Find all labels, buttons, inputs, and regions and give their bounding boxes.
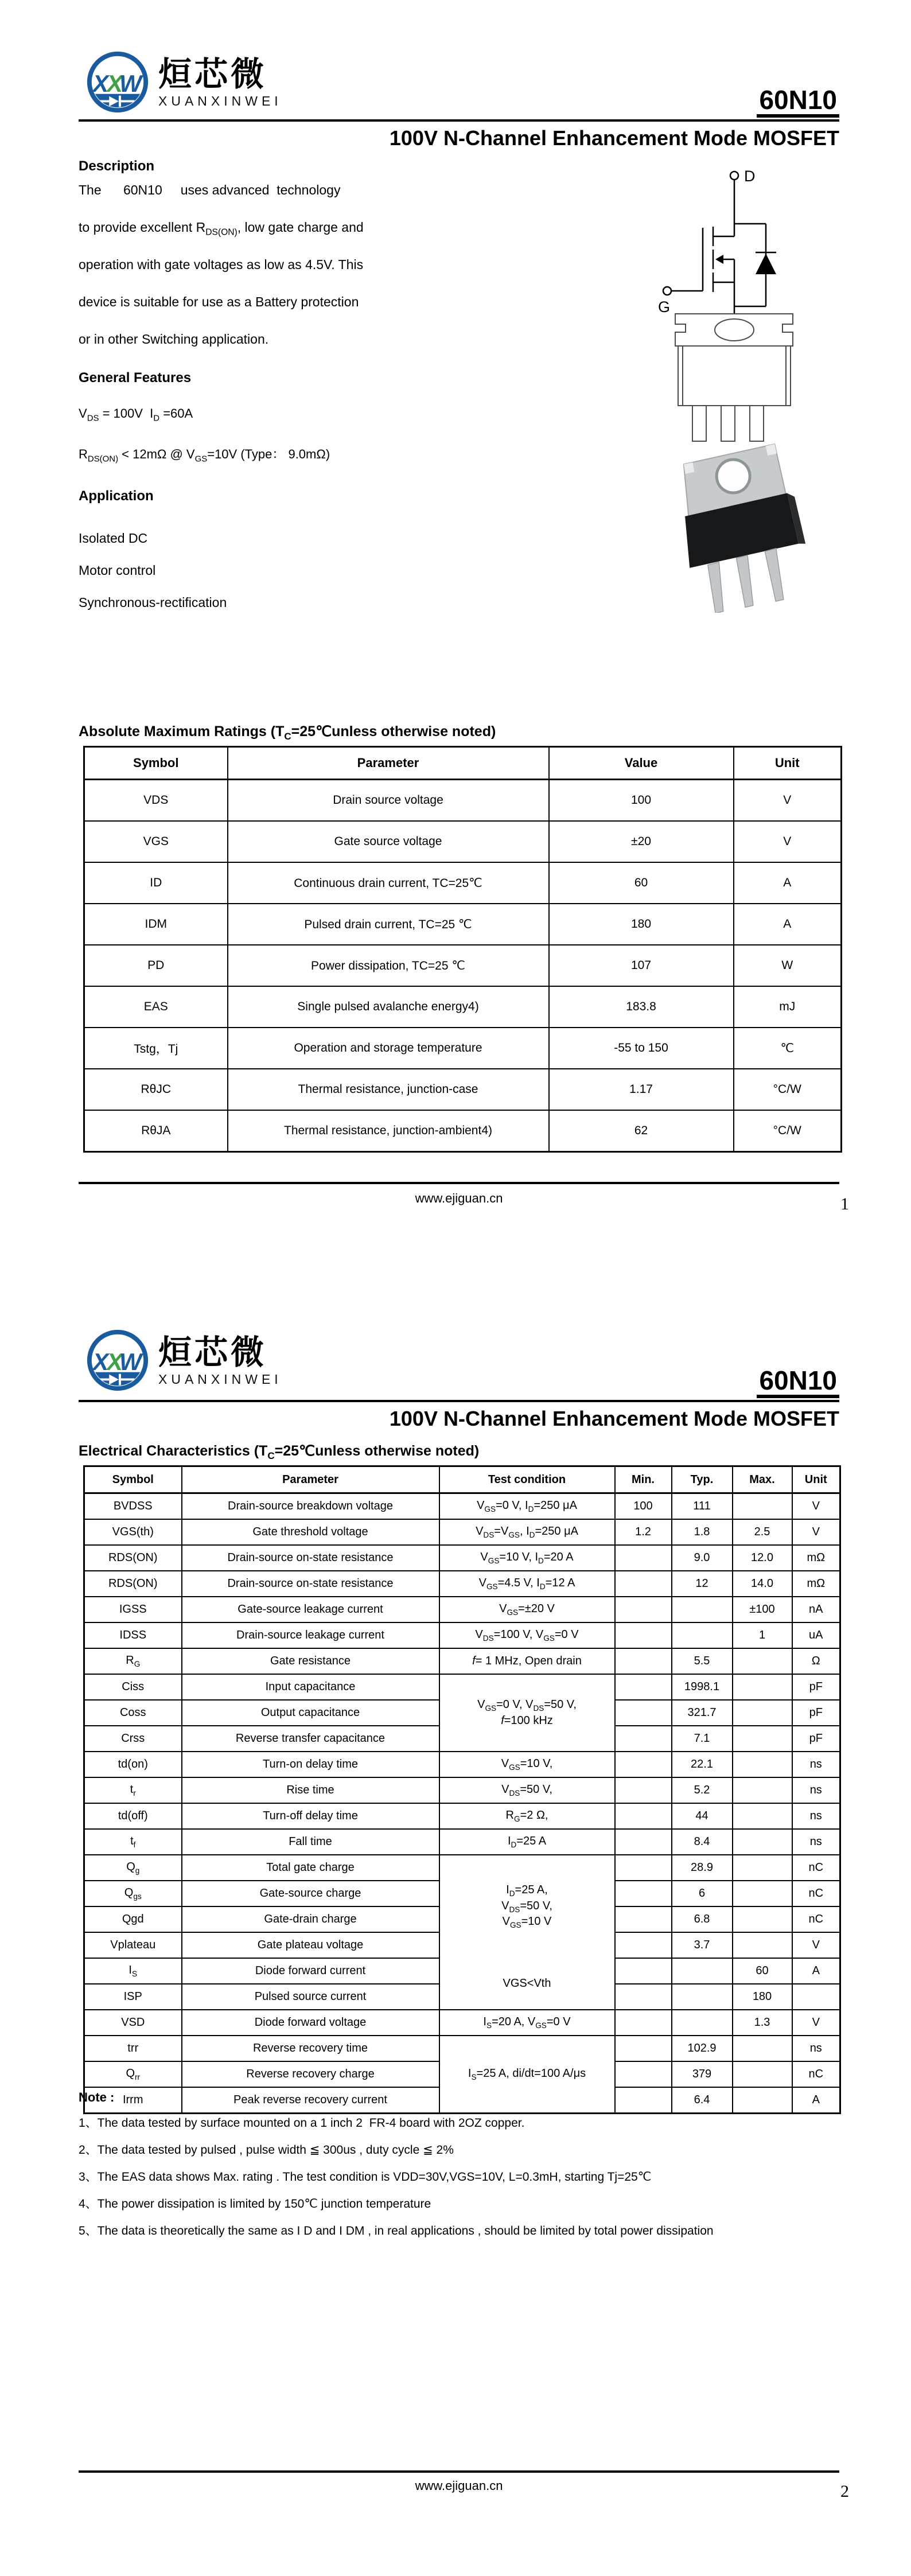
table-cell xyxy=(615,1958,672,1984)
table-cell: VGS(th) xyxy=(84,1519,182,1545)
table-cell: 3.7 xyxy=(672,1932,733,1958)
table-cell: $Q_{rr}$ xyxy=(84,2061,182,2087)
table-cell xyxy=(733,2036,792,2061)
column-header: Parameter xyxy=(228,747,549,780)
description-line: to provide excellent $R_{DS(ON)}$, low gate charge and xyxy=(79,220,364,238)
table-cell: $V_{GS}=10$ V, xyxy=(439,1752,615,1777)
table-cell xyxy=(733,2061,792,2087)
drain-label: D xyxy=(744,168,756,185)
table-cell: ns xyxy=(792,1829,840,1855)
table-row xyxy=(84,1829,840,1855)
table-cell: 60 xyxy=(549,862,734,904)
table-cell: Ciss xyxy=(84,1674,182,1700)
table-row xyxy=(84,862,842,904)
column-header: Unit xyxy=(792,1466,840,1493)
table-cell: 14.0 xyxy=(733,1571,792,1597)
table-row xyxy=(84,2010,840,2036)
table-cell: Crss xyxy=(84,1726,182,1752)
note-item: 2、The data tested by pulsed , pulse width ≦ 300us , duty cycle ≦ 2% xyxy=(79,2143,454,2157)
description-line: device is suitable for use as a Battery protection xyxy=(79,294,359,309)
table-cell: 1998.1 xyxy=(672,1674,733,1700)
table-cell: Drain-source leakage current xyxy=(182,1622,439,1648)
monogram-letter: X xyxy=(107,1348,123,1375)
table-cell: ns xyxy=(792,1752,840,1777)
table-cell: Irrm xyxy=(84,2087,182,2114)
table-cell xyxy=(615,2010,672,2036)
note-item: 3、The EAS data shows Max. rating . The test condition is VDD=30V,VGS=10V, L=0.3mH, starting Tj=25℃ xyxy=(79,2170,652,2184)
table-cell xyxy=(615,1726,672,1752)
table-row xyxy=(84,1752,840,1777)
table-cell: Operation and storage temperature xyxy=(228,1028,549,1069)
table-cell: Gate-source leakage current xyxy=(182,1597,439,1622)
table-cell: Power dissipation, TC=25 ℃ xyxy=(228,945,549,986)
table-cell: $I_D=25$ A, $V_{DS}=50$ V, $V_{GS}=10$ V xyxy=(439,1855,615,1958)
table-cell: 28.9 xyxy=(672,1855,733,1881)
table-cell xyxy=(672,1958,733,1984)
brand-logo xyxy=(84,49,282,117)
table-cell: 9.0 xyxy=(672,1545,733,1571)
table-cell xyxy=(615,1622,672,1648)
table-cell xyxy=(733,1493,792,1520)
note-heading: Note : xyxy=(79,2090,115,2104)
table-cell xyxy=(615,1752,672,1777)
table-cell: uA xyxy=(792,1622,840,1648)
part-number: 60N10 xyxy=(757,1367,839,1398)
table-cell: $I_S=20$ A, $V_{GS}=0$ V xyxy=(439,2010,615,2036)
table-cell: nC xyxy=(792,1906,840,1932)
header-rule xyxy=(79,1400,839,1402)
table-cell: Thermal resistance, junction-case xyxy=(228,1069,549,1110)
table-cell: 44 xyxy=(672,1803,733,1829)
table-row xyxy=(84,1028,842,1069)
table-cell: $V_{GS}=4.5$ V, $I_D=12$ A xyxy=(439,1571,615,1597)
table-cell: Drain-source breakdown voltage xyxy=(182,1493,439,1520)
table-cell: BVDSS xyxy=(84,1493,182,1520)
table-cell: 1 xyxy=(733,1622,792,1648)
gate-label: G xyxy=(658,298,671,316)
table-cell: V xyxy=(792,2010,840,2036)
table-row xyxy=(84,1855,840,1881)
table-cell: Drain source voltage xyxy=(228,780,549,822)
table-cell: A xyxy=(734,904,842,945)
application-item: Motor control xyxy=(79,563,156,578)
table-cell: Gate-source charge xyxy=(182,1881,439,1906)
table-cell xyxy=(615,1545,672,1571)
table-cell: $V_{GS}=0$ V, $I_D=250$ μA xyxy=(439,1493,615,1520)
table-cell: $V_{DS}=V_{GS}$, $I_D=250$ μA xyxy=(439,1519,615,1545)
table-cell: VGS<Vth xyxy=(439,1958,615,2010)
feature-line: $R_{DS(ON)} < 12m\Omega$ @ $V_{GS}=10V$ (Type： 9.0mΩ) xyxy=(79,447,330,464)
table-cell: nC xyxy=(792,1855,840,1881)
abs-max-heading: Absolute Maximum Ratings ($T_C=25℃unless$ otherwise noted) xyxy=(79,723,496,742)
table-cell: $V_{GS}=10$ V, $I_D=20$ A xyxy=(439,1545,615,1571)
table-cell xyxy=(733,1906,792,1932)
table-cell: PD xyxy=(84,945,228,986)
table-cell: pF xyxy=(792,1674,840,1700)
table-cell: 12 xyxy=(672,1571,733,1597)
table-cell xyxy=(615,1700,672,1726)
table-cell: V xyxy=(792,1519,840,1545)
table-row xyxy=(84,1777,840,1803)
absolute-maximum-ratings-table xyxy=(83,746,842,1153)
table-cell xyxy=(733,1700,792,1726)
column-header: Parameter xyxy=(182,1466,439,1493)
table-cell xyxy=(672,1984,733,2010)
electrical-characteristics-table xyxy=(83,1465,841,2114)
table-cell: 180 xyxy=(549,904,734,945)
table-cell: trr xyxy=(84,2036,182,2061)
table-cell: $t_r$ xyxy=(84,1777,182,1803)
table-cell: IGSS xyxy=(84,1597,182,1622)
package-photo-icon xyxy=(654,441,820,613)
footer-url: www.ejiguan.cn xyxy=(415,2478,503,2493)
description-heading: Description xyxy=(79,158,155,174)
table-cell: 1.8 xyxy=(672,1519,733,1545)
table-cell xyxy=(733,1726,792,1752)
page-title: 100V N-Channel Enhancement Mode MOSFET xyxy=(389,1407,839,1430)
table-cell: Input capacitance xyxy=(182,1674,439,1700)
header-row xyxy=(84,747,842,780)
table-row xyxy=(84,1519,840,1545)
table-cell: Thermal resistance, junction-ambient4) xyxy=(228,1110,549,1152)
table-cell xyxy=(733,1855,792,1881)
table-cell: Turn-on delay time xyxy=(182,1752,439,1777)
application-item: Synchronous-rectification xyxy=(79,595,227,610)
table-cell: 12.0 xyxy=(733,1545,792,1571)
table-cell: Fall time xyxy=(182,1829,439,1855)
page-number: 2 xyxy=(840,2482,849,2501)
table-cell: Vplateau xyxy=(84,1932,182,1958)
package-outline-icon xyxy=(669,312,799,443)
table-cell xyxy=(615,2036,672,2061)
table-cell: Single pulsed avalanche energy4) xyxy=(228,986,549,1028)
table-cell xyxy=(615,1984,672,2010)
brand-logo xyxy=(84,1328,282,1395)
table-cell: °C/W xyxy=(734,1110,842,1152)
table-cell: nA xyxy=(792,1597,840,1622)
table-cell xyxy=(615,1571,672,1597)
monogram-letter: X xyxy=(107,70,123,97)
table-cell xyxy=(615,1855,672,1881)
column-header: Test condition xyxy=(439,1466,615,1493)
table-cell: 183.8 xyxy=(549,986,734,1028)
table-cell: Total gate charge xyxy=(182,1855,439,1881)
table-cell: EAS xyxy=(84,986,228,1028)
column-header: Symbol xyxy=(84,747,228,780)
table-cell: Peak reverse recovery current xyxy=(182,2087,439,2114)
table-cell: ISP xyxy=(84,1984,182,2010)
table-row xyxy=(84,2036,840,2061)
elec-characteristics-heading: Electrical Characteristics ($T_C=25℃unless$ otherwise noted) xyxy=(79,1443,480,1461)
brand-name-en: XUANXINWEI xyxy=(158,93,282,108)
table-cell: Pulsed drain current, TC=25 ℃ xyxy=(228,904,549,945)
table-cell: RDS(ON) xyxy=(84,1545,182,1571)
table-cell: 60 xyxy=(733,1958,792,1984)
monogram-letter: X xyxy=(92,70,109,97)
note-item: 1、The data tested by surface mounted on a 1 inch 2 FR-4 board with 2OZ copper. xyxy=(79,2116,525,2130)
table-cell: V xyxy=(734,780,842,822)
table-cell: $I_S=25$ A, di/dt=100 A/μs xyxy=(439,2036,615,2114)
table-cell: W xyxy=(734,945,842,986)
table-cell: 6 xyxy=(672,1881,733,1906)
part-number: 60N10 xyxy=(757,86,839,118)
column-header: Symbol xyxy=(84,1466,182,1493)
table-cell: -55 to 150 xyxy=(549,1028,734,1069)
page-title: 100V N-Channel Enhancement Mode MOSFET xyxy=(389,126,839,150)
monogram-letter: W xyxy=(119,1348,142,1375)
table-cell xyxy=(792,1984,840,2010)
table-cell: ns xyxy=(792,1803,840,1829)
table-cell: 2.5 xyxy=(733,1519,792,1545)
table-cell: V xyxy=(734,821,842,862)
table-row xyxy=(84,1622,840,1648)
table-cell: $R_G=2$ Ω, xyxy=(439,1803,615,1829)
table-cell: RθJC xyxy=(84,1069,228,1110)
table-cell: $I_D=25$ A xyxy=(439,1829,615,1855)
table-cell: Drain-source on-state resistance xyxy=(182,1571,439,1597)
column-header: Value xyxy=(549,747,734,780)
table-cell: $Q_{gs}$ xyxy=(84,1881,182,1906)
table-cell: 100 xyxy=(615,1493,672,1520)
table-cell: $R_G$ xyxy=(84,1648,182,1674)
table-cell: mΩ xyxy=(792,1545,840,1571)
table-cell: pF xyxy=(792,1700,840,1726)
table-cell: ID xyxy=(84,862,228,904)
table-cell: Diode forward current xyxy=(182,1958,439,1984)
table-cell: 1.2 xyxy=(615,1519,672,1545)
table-cell: 5.5 xyxy=(672,1648,733,1674)
table-cell: $V_{GS}=\pm 20$ V xyxy=(439,1597,615,1622)
page-number: 1 xyxy=(840,1194,849,1213)
table-cell xyxy=(733,1648,792,1674)
table-cell: mΩ xyxy=(792,1571,840,1597)
table-cell xyxy=(672,1597,733,1622)
column-header: Typ. xyxy=(672,1466,733,1493)
table-row xyxy=(84,945,842,986)
table-cell: 62 xyxy=(549,1110,734,1152)
feature-line: $V_{DS} = 100V$ $I_D =60A$ xyxy=(79,406,193,423)
table-cell: $t_f$ xyxy=(84,1829,182,1855)
table-cell xyxy=(615,1932,672,1958)
table-cell: A xyxy=(734,862,842,904)
table-cell: Gate plateau voltage xyxy=(182,1932,439,1958)
table-row xyxy=(84,821,842,862)
table-cell: VSD xyxy=(84,2010,182,2036)
table-cell: Reverse transfer capacitance xyxy=(182,1726,439,1752)
table-cell: 102.9 xyxy=(672,2036,733,2061)
table-cell: Rise time xyxy=(182,1777,439,1803)
table-cell: 107 xyxy=(549,945,734,986)
table-row xyxy=(84,780,842,822)
table-cell: ±100 xyxy=(733,1597,792,1622)
table-cell: 5.2 xyxy=(672,1777,733,1803)
table-cell: RDS(ON) xyxy=(84,1571,182,1597)
table-cell xyxy=(733,1777,792,1803)
table-cell xyxy=(733,1752,792,1777)
table-cell: A xyxy=(792,1958,840,1984)
monogram-letter: W xyxy=(119,70,142,97)
brand-logo-icon xyxy=(84,49,151,117)
table-cell: V xyxy=(792,1493,840,1520)
table-cell: Drain-source on-state resistance xyxy=(182,1545,439,1571)
table-cell xyxy=(733,1674,792,1700)
column-header: Min. xyxy=(615,1466,672,1493)
table-cell xyxy=(615,1829,672,1855)
table-cell: pF xyxy=(792,1726,840,1752)
brand-logo-icon xyxy=(84,1328,151,1395)
description-line: operation with gate voltages as low as 4.5V. This xyxy=(79,257,364,272)
description-line: The 60N10 uses advanced technology xyxy=(79,182,341,197)
application-item: Isolated DC xyxy=(79,531,148,546)
table-cell: 379 xyxy=(672,2061,733,2087)
table-cell: IDM xyxy=(84,904,228,945)
table-row xyxy=(84,1648,840,1674)
table-cell: 321.7 xyxy=(672,1700,733,1726)
table-cell: 6.8 xyxy=(672,1906,733,1932)
table-cell xyxy=(615,1597,672,1622)
table-row xyxy=(84,1571,840,1597)
table-cell: nC xyxy=(792,2061,840,2087)
table-cell xyxy=(615,1648,672,1674)
note-item: 4、The power dissipation is limited by 150℃ junction temperature xyxy=(79,2197,431,2211)
table-cell: td(on) xyxy=(84,1752,182,1777)
table-cell: Output capacitance xyxy=(182,1700,439,1726)
table-cell: 1.3 xyxy=(733,2010,792,2036)
table-cell: nC xyxy=(792,1881,840,1906)
table-row xyxy=(84,1958,840,1984)
table-cell: 8.4 xyxy=(672,1829,733,1855)
table-cell: 7.1 xyxy=(672,1726,733,1752)
table-cell: Tstg，Tj xyxy=(84,1028,228,1069)
table-cell: RθJA xyxy=(84,1110,228,1152)
table-cell xyxy=(615,1906,672,1932)
description-line: or in other Switching application. xyxy=(79,332,269,347)
table-cell: $V_{DS}=100$ V, $V_{GS}=0$ V xyxy=(439,1622,615,1648)
table-cell: Turn-off delay time xyxy=(182,1803,439,1829)
table-cell xyxy=(733,1881,792,1906)
table-cell: 1.17 xyxy=(549,1069,734,1110)
table-row xyxy=(84,1803,840,1829)
table-cell: 22.1 xyxy=(672,1752,733,1777)
table-cell: Pulsed source current xyxy=(182,1984,439,2010)
table-row xyxy=(84,1110,842,1152)
table-cell: 111 xyxy=(672,1493,733,1520)
table-cell: $V_{GS}=0$ V, $V_{DS}=50$ V, f=100 kHz xyxy=(439,1674,615,1752)
table-cell: ±20 xyxy=(549,821,734,862)
table-cell: td(off) xyxy=(84,1803,182,1829)
table-cell xyxy=(672,1622,733,1648)
note-item: 5、The data is theoretically the same as I D and I DM , in real applications , should be limited by total power dissipation xyxy=(79,2224,714,2238)
footer-rule xyxy=(79,1182,839,1184)
table-cell: ns xyxy=(792,2036,840,2061)
table-cell xyxy=(733,1932,792,1958)
table-cell: mJ xyxy=(734,986,842,1028)
table-row xyxy=(84,1674,840,1700)
table-cell xyxy=(615,2087,672,2114)
table-cell: VDS xyxy=(84,780,228,822)
table-cell: $I_S$ xyxy=(84,1958,182,1984)
application-heading: Application xyxy=(79,488,154,504)
table-cell xyxy=(615,1881,672,1906)
table-cell xyxy=(733,1829,792,1855)
table-cell: ns xyxy=(792,1777,840,1803)
table-cell: Reverse recovery charge xyxy=(182,2061,439,2087)
table-cell: Ω xyxy=(792,1648,840,1674)
table-cell: Gate-drain charge xyxy=(182,1906,439,1932)
column-header: Unit xyxy=(734,747,842,780)
column-header: Max. xyxy=(733,1466,792,1493)
table-cell: 6.4 xyxy=(672,2087,733,2114)
table-cell: °C/W xyxy=(734,1069,842,1110)
table-cell xyxy=(733,1803,792,1829)
table-cell: $V_{DS}=50$ V, xyxy=(439,1777,615,1803)
table-cell: 100 xyxy=(549,780,734,822)
brand-name-en: XUANXINWEI xyxy=(158,1371,282,1387)
table-cell: ℃ xyxy=(734,1028,842,1069)
table-cell xyxy=(672,2010,733,2036)
header-row xyxy=(84,1466,840,1493)
table-cell: VGS xyxy=(84,821,228,862)
table-cell xyxy=(615,1777,672,1803)
footer-rule xyxy=(79,2470,839,2473)
brand-name-zh: 烜芯微 xyxy=(158,56,267,94)
monogram-letter: X xyxy=(92,1348,109,1375)
brand-name-zh: 烜芯微 xyxy=(158,1334,267,1372)
table-cell xyxy=(733,2087,792,2114)
header-rule xyxy=(79,119,839,122)
table-cell: Qgd xyxy=(84,1906,182,1932)
table-cell: IDSS xyxy=(84,1622,182,1648)
table-row xyxy=(84,1597,840,1622)
footer-url: www.ejiguan.cn xyxy=(415,1191,503,1205)
table-row xyxy=(84,986,842,1028)
table-row xyxy=(84,1493,840,1520)
table-cell: Gate threshold voltage xyxy=(182,1519,439,1545)
table-row xyxy=(84,1545,840,1571)
table-cell xyxy=(615,1674,672,1700)
table-cell: Diode forward voltage xyxy=(182,2010,439,2036)
table-cell: Continuous drain current, TC=25℃ xyxy=(228,862,549,904)
table-cell: 180 xyxy=(733,1984,792,2010)
table-row xyxy=(84,1069,842,1110)
table-cell: V xyxy=(792,1932,840,1958)
table-cell: Gate resistance xyxy=(182,1648,439,1674)
table-cell: A xyxy=(792,2087,840,2114)
table-cell xyxy=(615,2061,672,2087)
table-cell: Gate source voltage xyxy=(228,821,549,862)
table-cell: f= 1 MHz, Open drain xyxy=(439,1648,615,1674)
features-heading: General Features xyxy=(79,370,192,386)
table-cell: Coss xyxy=(84,1700,182,1726)
table-row xyxy=(84,904,842,945)
table-cell: $Q_g$ xyxy=(84,1855,182,1881)
table-cell xyxy=(615,1803,672,1829)
table-cell: Reverse recovery time xyxy=(182,2036,439,2061)
